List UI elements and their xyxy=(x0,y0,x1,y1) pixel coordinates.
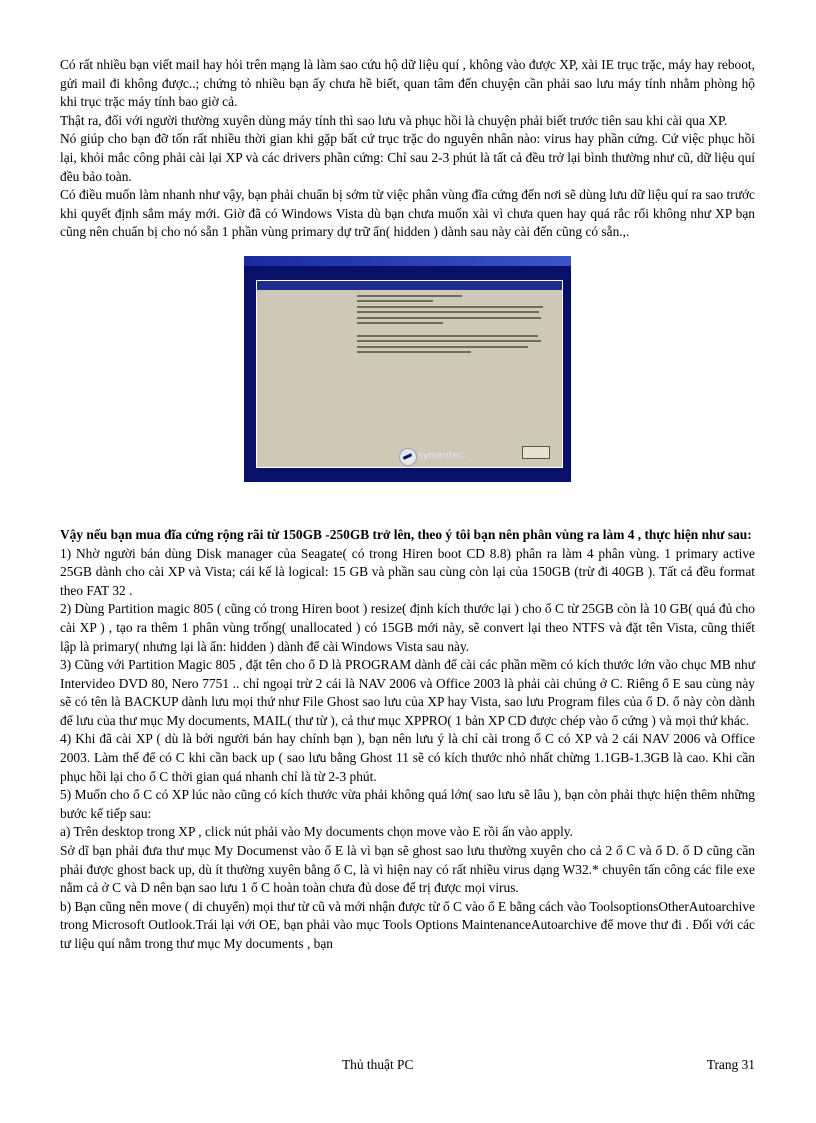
step-3: 3) Cũng với Partition Magic 805 , đặt tên cho ổ D là PROGRAM dành để cài các phần mềm có kích thước lớn vào chục MB như Intervideo DVD 80, Nero 7751 .. chỉ ngoại trừ 2 cái là NAV 2006 và Office 2003 là phải cài chúng ở C. Riêng ổ E sau cùng này sẽ có tên là BACKUP dành lưu mọi thứ như File Ghost sao lưu của XP hay Vista, sao lưu Program files của ổ D. ổ này còn dành để lưu của thư mục My documents, MAIL( thư từ ), cả thư mục XPPRO( 1 bản XP CD được chép vào ổ cứng ) và mọi thứ khác. xyxy=(60,657,755,728)
footer-page-number: Trang 31 xyxy=(706,1057,755,1072)
document-body xyxy=(60,56,755,954)
dialog-ok-button xyxy=(522,446,550,459)
about-dialog xyxy=(256,280,563,468)
step-5a: a) Trên desktop trong XP , click nút phải vào My documents chọn move vào E rồi ấn vào apply. xyxy=(60,824,573,840)
step-1: 1) Nhờ người bán dùng Disk manager của Seagate( có trong Hiren boot CD 8.8) phân ra làm 4 phân vùng. 1 primary active 25GB dành cho cài XP và Vista; cái kế là logical: 15 GB và phần sau cùng còn lại của 150GB (trừ đi 40GB ). Tất cả đều format theo FAT 32 . xyxy=(60,545,755,598)
step-5b: b) Bạn cũng nên move ( di chuyển) mọi thư từ cũ và mới nhận được từ ổ C vào ổ E bằng cách vào ToolsoptionsOtherAutoarchive trong Microsoft Outlook.Trái lại với OE, bạn phải vào mục Tools Options MaintenanceAutoarchive để move thư đi . Đối với các tư liệu quí nằm trong thư mục My documents , bạn xyxy=(60,898,755,951)
intro-paragraph-1: Có rất nhiều bạn viết mail hay hỏi trên mạng là làm sao cứu hộ dữ liệu quí , không vào được XP, xài IE trục trặc, máy hay reboot, gửi mail đi không được..; chứng tỏ nhiều bạn ấy chưa hề biết, quan tâm đến chuyện cần phải sao lưu máy tính nhằm phòng hộ khi trục trặc máy tính bao giờ cả. xyxy=(60,57,755,110)
section-heading: Vậy nếu bạn mua đĩa cứng rộng rãi từ 150GB -250GB trở lên, theo ý tôi bạn nên phân vùng ra làm 4 , thực hiện như sau: xyxy=(60,526,752,542)
intro-paragraph-3: Nó giúp cho bạn đỡ tốn rất nhiều thời gian khi gặp bất cứ trục trặc do nguyên nhân nào: virus hay phần cứng. Cứ việc phục hồi lại, khỏi mắc công phải cài lại XP và các drivers phần cứng: Chỉ sau 2-3 phút là tất cả đều trở lại bình thường như cũ, dữ liệu quí đều bảo toàn. xyxy=(60,131,755,184)
symantec-logo-icon xyxy=(399,448,417,466)
dialog-titlebar xyxy=(257,281,562,290)
figure-container xyxy=(60,256,755,526)
intro-paragraph-2: Thật ra, đối với người thường xuyên dùng máy tính thì sao lưu và phục hồi là chuyện phải biết trước tiên sau khi cài qua XP. xyxy=(60,112,728,128)
step-5a-explanation: Sở dĩ bạn phải đưa thư mục My Documenst vào ổ E là vì bạn sẽ ghost sao lưu thường xuyên cho cả 2 ổ C và ổ D. ổ D cũng cần phải được ghost back up, dù ít thường xuyên bằng ổ C, là vì hiện nay có rất nhiều virus dạng W32.* chuyên tấn công các file exe nằm cả ở C và D nên bạn sao lưu 1 ổ C hoàn toàn chưa đủ dose để trị được mọi virus. xyxy=(60,843,755,896)
intro-paragraph-4: Có điều muốn làm nhanh như vậy, bạn phải chuẩn bị sớm từ việc phân vùng đĩa cứng đến nơi sẽ dùng lưu dữ liệu quí ra sao trước khi quyết định sắm máy mới. Giờ đã có Windows Vista dù bạn chưa muốn xài vì chưa quen hay quá rắc rối không như XP bạn cũng nên chuẩn bị cho nó sẵn 1 phần vùng primary dự trữ ẩn( hidden ) dành sau này cài đến cũng có sẵn.,. xyxy=(60,187,756,240)
symantec-logo-text: symantec. xyxy=(418,450,467,461)
symantec-logo xyxy=(399,442,469,470)
step-4: 4) Khi đã cài XP ( dù là bởi người bán hay chính bạn ), bạn nên lưu ý là chỉ cài trong ổ C có XP và 2 cái NAV 2006 và Office 2003. Làm thế để có C khi cần back up ( sao lưu bằng Ghost 11 sẽ có kích thước nhỏ nhất chừng 1.1GB-1.3GB là cao. Khi cần phục hồi lại cho ổ C thời gian quá nhanh chỉ là từ 2-3 phút. xyxy=(60,731,755,784)
page-footer xyxy=(60,1057,755,1075)
dialog-text-lines xyxy=(357,295,547,357)
step-5: 5) Muốn cho ổ C có XP lúc nào cũng có kích thước vừa phải không quá lớn( sao lưu sẽ lâu ), bạn còn phải thực hiện thêm những bước kế tiếp sau: xyxy=(60,787,755,821)
symantec-ghost-screenshot xyxy=(244,256,571,482)
footer-title: Thủ thuật PC xyxy=(342,1057,414,1072)
step-2: 2) Dùng Partition magic 805 ( cũng có trong Hiren boot ) resize( định kích thước lại ) cho ổ C từ 25GB còn là 10 GB( quá đủ cho cài XP ) , tạo ra thêm 1 phân vùng trống( unallocated ) có 15GB mới này, sẽ convert lại theo NTFS và đặt tên Vista, cũng thiết lập là primary( nhưng lại là ẩn: hidden ) dành để cài Windows Vista sau này. xyxy=(60,601,755,654)
screenshot-titlebar xyxy=(244,256,571,266)
